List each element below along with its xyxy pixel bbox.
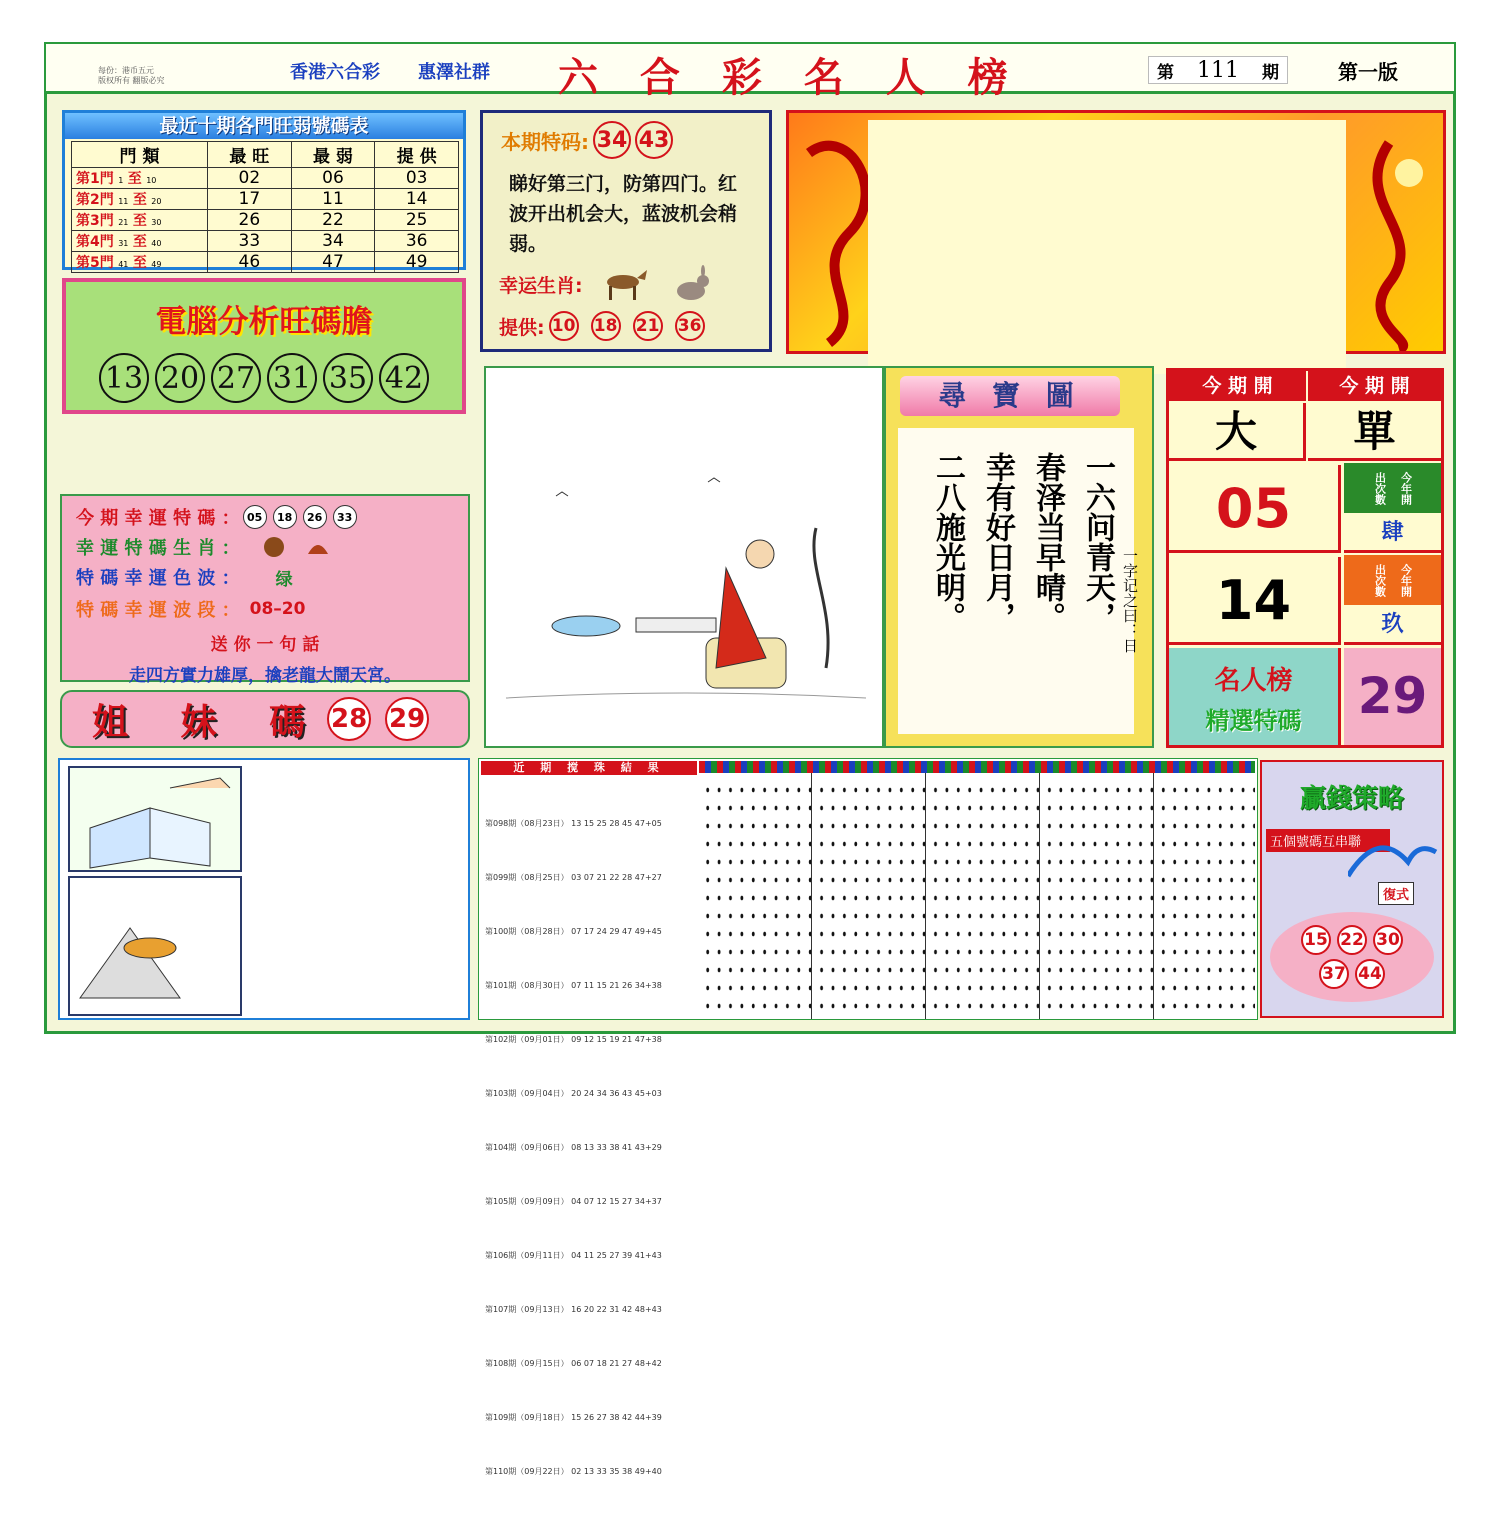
special-code-panel [480,110,772,352]
sister-number: 28 [327,697,371,741]
ball-color-strip [699,761,1255,773]
lucky-number: 18 [273,505,297,529]
poem-columns [898,428,1134,632]
edition-label: 第一版 [1338,60,1398,84]
blank-notice-box [868,120,1346,374]
horse-icon [599,266,649,302]
give-cell: 03 [375,168,459,189]
hot-number: 20 [155,353,205,403]
poem-line: 春泽当早晴。 [1030,452,1065,632]
hot-cell: 46 [208,252,292,273]
treasure-map-title: 尋 寶 圖 [900,376,1120,416]
range-from: 11 [118,197,129,206]
history-row: 第104期（09月06日） 08 13 33 38 41 43+29 [485,1143,662,1152]
brand-community: 惠澤社群 [418,62,490,83]
hot-number: 35 [323,353,373,403]
lucky-range-row [76,596,468,622]
strategy-number-oval [1270,912,1434,1002]
door-label: 第3門 [76,213,114,229]
grid-divider [925,773,926,1019]
grid-divider [811,773,812,1019]
strategy-title: 贏錢策略 [1299,784,1404,814]
copyright-line: 版权所有 翻版必究 [98,76,165,85]
scholar-picture-icon [486,368,882,746]
strategy-number: 44 [1355,959,1385,989]
cold-cell: 34 [291,231,375,252]
brand-hk-lottery: 香港六合彩 [290,62,380,83]
lucky-code-label: 今 期 幸 運 特 碼 ： [76,508,240,529]
tiger-picture [68,876,242,1016]
range-to-word: 至 [127,171,142,187]
period-open-header: 今 期 開 [1169,371,1306,401]
period-open-header: 今 期 開 [1308,371,1441,401]
lucky-code-row [76,504,468,530]
history-row: 第098期（08月23日） 13 15 25 28 45 47+05 [485,819,662,828]
table-header-row [72,142,459,168]
strategy-mode: 復式 [1378,882,1414,905]
hot-cold-table-title: 最近十期各門旺弱號碼表 [65,113,463,139]
sister-code-panel [60,690,470,748]
history-row: 第100期（08月28日） 07 17 24 29 47 49+45 [485,927,662,936]
lucky-number: 33 [333,505,357,529]
sister-code-label: 姐 妹 碼 [92,700,326,743]
times-value: 玖 [1344,605,1441,645]
draw-history-title: 近 期 搅 珠 結 果 [481,761,697,775]
lucky-zodiac-row [76,534,468,560]
door-label: 第4門 [76,234,114,250]
sister-number: 29 [385,697,429,741]
computer-number-row [66,353,462,403]
lucky-color-label: 特 碼 幸 運 色 波 ： [76,568,240,589]
provide-number: 10 [549,311,579,341]
times-label: 出次數 [1373,563,1387,597]
history-row: 第102期（09月01日） 09 12 15 19 21 47+38 [485,1035,662,1044]
table-row [72,252,459,273]
give-cell: 25 [375,210,459,231]
history-row: 第108期（09月15日） 06 07 18 21 27 48+42 [485,1359,662,1368]
big-small-value: 大 [1169,403,1306,461]
hot-number: 13 [99,353,149,403]
times-value: 肆 [1344,513,1441,553]
strategy-panel [1260,760,1444,1018]
wave-icon [1348,832,1438,882]
range-to-word: 至 [132,192,147,208]
fame-number: 29 [1344,648,1441,745]
table-row [72,189,459,210]
grid-divider [1153,773,1154,1019]
trend-dot-grid [699,775,1255,1019]
grid-divider [1039,773,1040,1019]
issue-suffix: 期 [1262,62,1279,83]
saying-text: 走四方實力雄厚，擒老龍大鬧天宮。 [129,666,401,686]
table-row [72,210,459,231]
fame-subtitle: 精選特碼 [1205,707,1302,735]
hot-cold-table [71,141,459,273]
range-to-word: 至 [132,255,147,271]
hot-cell: 33 [208,231,292,252]
hot-number: 27 [211,353,261,403]
range-from: 41 [118,260,129,269]
page-title: 六 合 彩 名 人 榜 [558,54,1022,101]
table-row [72,231,459,252]
col-header-cold: 最 弱 [291,142,375,168]
lucky-range-value: 08–20 [249,599,306,619]
price-line: 每份：港币五元 [98,66,154,75]
strategy-label: 五個號碼互串聯 [1266,829,1390,852]
range-from: 31 [118,239,129,248]
range-to: 49 [151,260,162,269]
lucky-range-label: 特 碼 幸 運 波 段 ： [76,600,240,621]
hot-cell: 26 [208,210,292,231]
provide-label: 提供: [499,316,545,339]
col-header-hot: 最 旺 [208,142,292,168]
range-from: 21 [118,218,129,227]
result-grid [1166,368,1444,748]
range-to: 20 [151,197,162,206]
poem-line: 二八施光明。 [930,452,965,632]
fame-pick-box [1169,648,1341,745]
provide-number: 36 [675,311,705,341]
special-code-label: 本期特码: [501,129,589,154]
book-icon [70,768,240,870]
history-row: 第105期（09月09日） 04 07 12 15 27 34+37 [485,1197,662,1206]
history-row: 第101期（08月30日） 07 11 15 21 26 34+38 [485,981,662,990]
strategy-number: 30 [1373,925,1403,955]
door-label: 第2門 [76,192,114,208]
book-picture [68,766,242,872]
zodiac-label: 幸运生肖: [499,274,583,297]
history-row: 第109期（09月18日） 15 26 27 38 42 44+39 [485,1413,662,1422]
poem-line: 幸有好日月， [980,452,1015,632]
tiger-icon [70,878,240,1014]
issue-number: 111 [1197,57,1239,83]
lucky-color-row [76,564,468,590]
strategy-number: 22 [1337,925,1367,955]
result-number: 14 [1169,557,1341,645]
cold-cell: 47 [291,252,375,273]
poem-line: 一六问青天， [1080,452,1115,632]
issue-number-box [1148,56,1288,84]
history-row: 第106期（09月11日） 04 11 25 27 39 41+43 [485,1251,662,1260]
hot-cold-table-panel [62,110,466,270]
range-to: 40 [151,239,162,248]
give-cell: 36 [375,231,459,252]
result-number: 05 [1169,465,1341,553]
history-row: 第103期（09月04日） 20 24 34 36 43 45+03 [485,1089,662,1098]
range-to-word: 至 [132,234,147,250]
history-row: 第107期（09月13日） 16 20 22 31 42 48+43 [485,1305,662,1314]
hot-cell: 02 [208,168,292,189]
saying-title: 送 你 一 句 話 [210,635,320,655]
provide-row [499,311,769,341]
computer-analysis-title: 電腦分析旺碼膽 [155,304,373,340]
lucky-code-panel [60,494,470,686]
draw-history-panel [478,758,1258,1476]
year-open-label: 今年開 [1399,563,1413,597]
scholar-illustration [484,366,884,748]
strategy-number: 15 [1301,925,1331,955]
treasure-map-panel [884,366,1154,748]
monkey-icon [260,534,288,560]
door-label: 第1門 [76,171,114,187]
give-cell: 49 [375,252,459,273]
hot-number: 31 [267,353,317,403]
range-to: 10 [146,176,157,185]
zodiac-row [499,265,769,303]
times-label-box [1344,555,1441,605]
fame-title: 名人榜 [1214,666,1293,696]
strategy-number: 37 [1319,959,1349,989]
odd-even-value: 單 [1308,403,1441,461]
cold-cell: 11 [291,189,375,210]
lucky-number: 26 [303,505,327,529]
issue-prefix: 第 [1157,62,1174,83]
range-to: 30 [151,218,162,227]
cold-cell: 06 [291,168,375,189]
lucky-number: 05 [243,505,267,529]
cold-cell: 22 [291,210,375,231]
draw-history-list [485,779,697,1517]
lucky-color-value: 绿 [275,569,293,590]
special-tip-text: 睇好第三门，防第四门。红波开出机会大，蓝波机会稍弱。 [509,173,738,255]
price-note [98,66,165,86]
header-bar [46,44,1454,101]
col-header-door: 門 類 [72,142,208,168]
computer-analysis-panel [62,278,466,414]
provide-number: 18 [591,311,621,341]
times-label-box [1344,463,1441,513]
times-label: 出次數 [1373,471,1387,505]
year-open-label: 今年開 [1399,471,1413,505]
range-to-word: 至 [132,213,147,229]
table-row [72,168,459,189]
rooster-icon [304,534,332,560]
hot-number: 42 [379,353,429,403]
history-row: 第099期（08月25日） 03 07 21 22 28 47+27 [485,873,662,882]
picture-panel [58,758,470,1020]
poem-hint: 一字记之曰：日 [1121,548,1139,653]
provide-number: 21 [633,311,663,341]
door-label: 第5門 [76,255,114,271]
special-code-row [501,121,769,159]
special-number: 34 [593,121,631,159]
hot-cell: 17 [208,189,292,210]
special-number: 43 [635,121,673,159]
col-header-give: 提 供 [375,142,459,168]
range-from: 1 [118,176,124,185]
give-cell: 14 [375,189,459,210]
treasure-poem-area [898,428,1134,734]
lucky-zodiac-label: 幸 運 特 碼 生 肖 ： [76,538,240,559]
rabbit-icon [669,265,713,303]
history-row: 第110期（09月22日） 02 13 33 35 38 49+40 [485,1467,662,1476]
